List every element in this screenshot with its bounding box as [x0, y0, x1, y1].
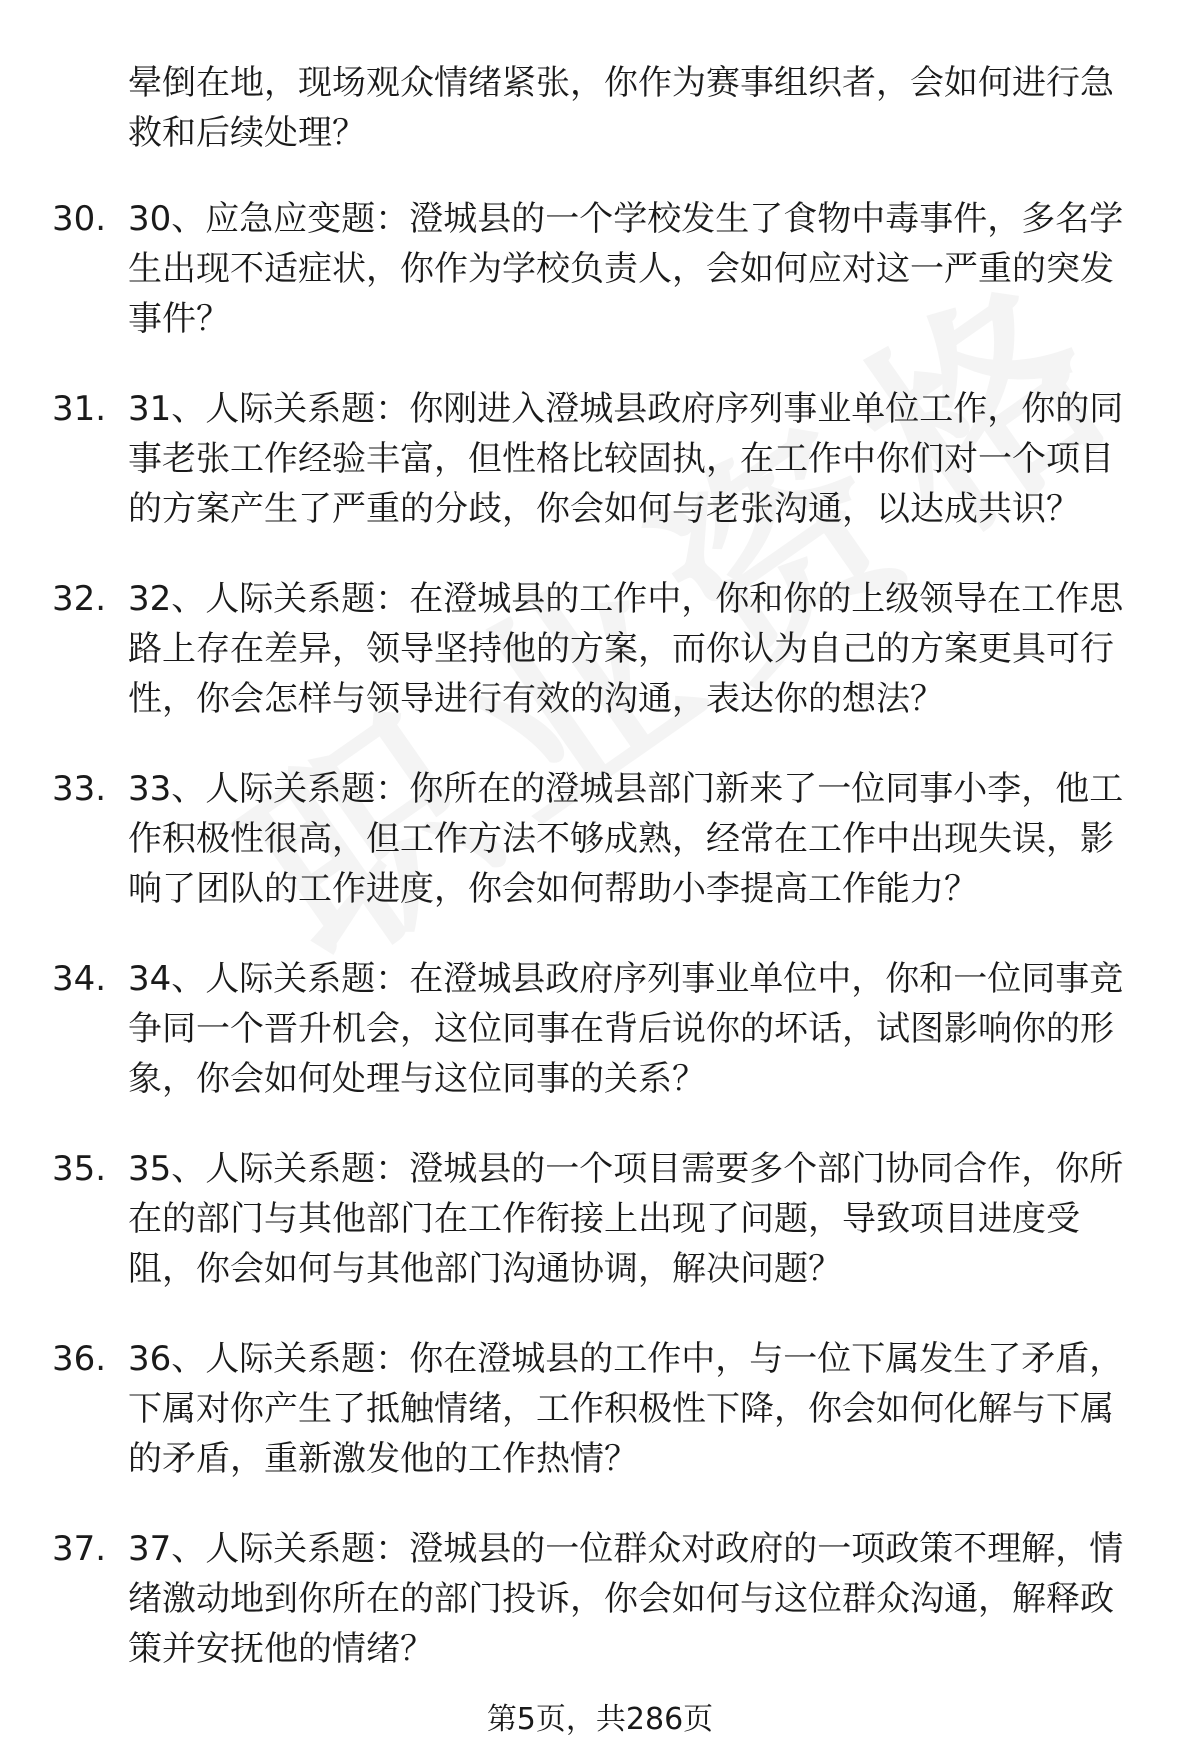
question-number: 37. [52, 1529, 107, 1569]
page-footer: 第5页，共286页 [486, 1702, 714, 1737]
question-text: 34、人际关系题：在澄城县政府序列事业单位中，你和一位同事竞争同一个晋升机会，这位同事在背后说你的坏话，试图影响你的形象，你会如何处理与这位同事的关系？ [128, 959, 1124, 1099]
question-item [0, 764, 1200, 914]
question-text: 33、人际关系题：你所在的澄城县部门新来了一位同事小李，他工作积极性很高，但工作方法不够成熟，经常在工作中出现失误，影响了团队的工作进度，你会如何帮助小李提高工作能力？ [128, 769, 1124, 909]
question-text: 30、应急应变题：澄城县的一个学校发生了食物中毒事件，多名学生出现不适症状，你作为学校负责人，会如何应对这一严重的突发事件？ [128, 199, 1124, 339]
question-item [0, 954, 1200, 1104]
question-number: 35. [52, 1149, 107, 1189]
question-item [0, 574, 1200, 724]
question-number: 34. [52, 959, 107, 999]
continuation-text: 晕倒在地，现场观众情绪紧张，你作为赛事组织者，会如何进行急救和后续处理？ [128, 63, 1114, 153]
question-item [0, 1334, 1200, 1484]
question-text: 31、人际关系题：你刚进入澄城县政府序列事业单位工作，你的同事老张工作经验丰富，但性格比较固执，在工作中你们对一个项目的方案产生了严重的分歧，你会如何与老张沟通，以达成共识？ [128, 389, 1124, 529]
question-item [0, 384, 1200, 534]
question-number: 33. [52, 769, 107, 809]
question-item [0, 1144, 1200, 1294]
question-text: 37、人际关系题：澄城县的一位群众对政府的一项政策不理解，情绪激动地到你所在的部门投诉，你会如何与这位群众沟通，解释政策并安抚他的情绪？ [128, 1529, 1124, 1669]
question-number: 36. [52, 1339, 107, 1379]
question-text: 35、人际关系题：澄城县的一个项目需要多个部门协同合作，你所在的部门与其他部门在工作衔接上出现了问题，导致项目进度受阻，你会如何与其他部门沟通协调，解决问题？ [128, 1149, 1124, 1289]
question-list [0, 194, 1200, 1714]
question-item [0, 194, 1200, 344]
question-number: 30. [52, 199, 107, 239]
question-text: 32、人际关系题：在澄城县的工作中，你和你的上级领导在工作思路上存在差异，领导坚持他的方案，而你认为自己的方案更具可行性，你会怎样与领导进行有效的沟通，表达你的想法？ [128, 579, 1124, 719]
question-item [0, 1524, 1200, 1674]
question-text: 36、人际关系题：你在澄城县的工作中，与一位下属发生了矛盾，下属对你产生了抵触情绪，工作积极性下降，你会如何化解与下属的矛盾，重新激发他的工作热情？ [128, 1339, 1124, 1479]
question-number: 32. [52, 579, 107, 619]
question-number: 31. [52, 389, 107, 429]
